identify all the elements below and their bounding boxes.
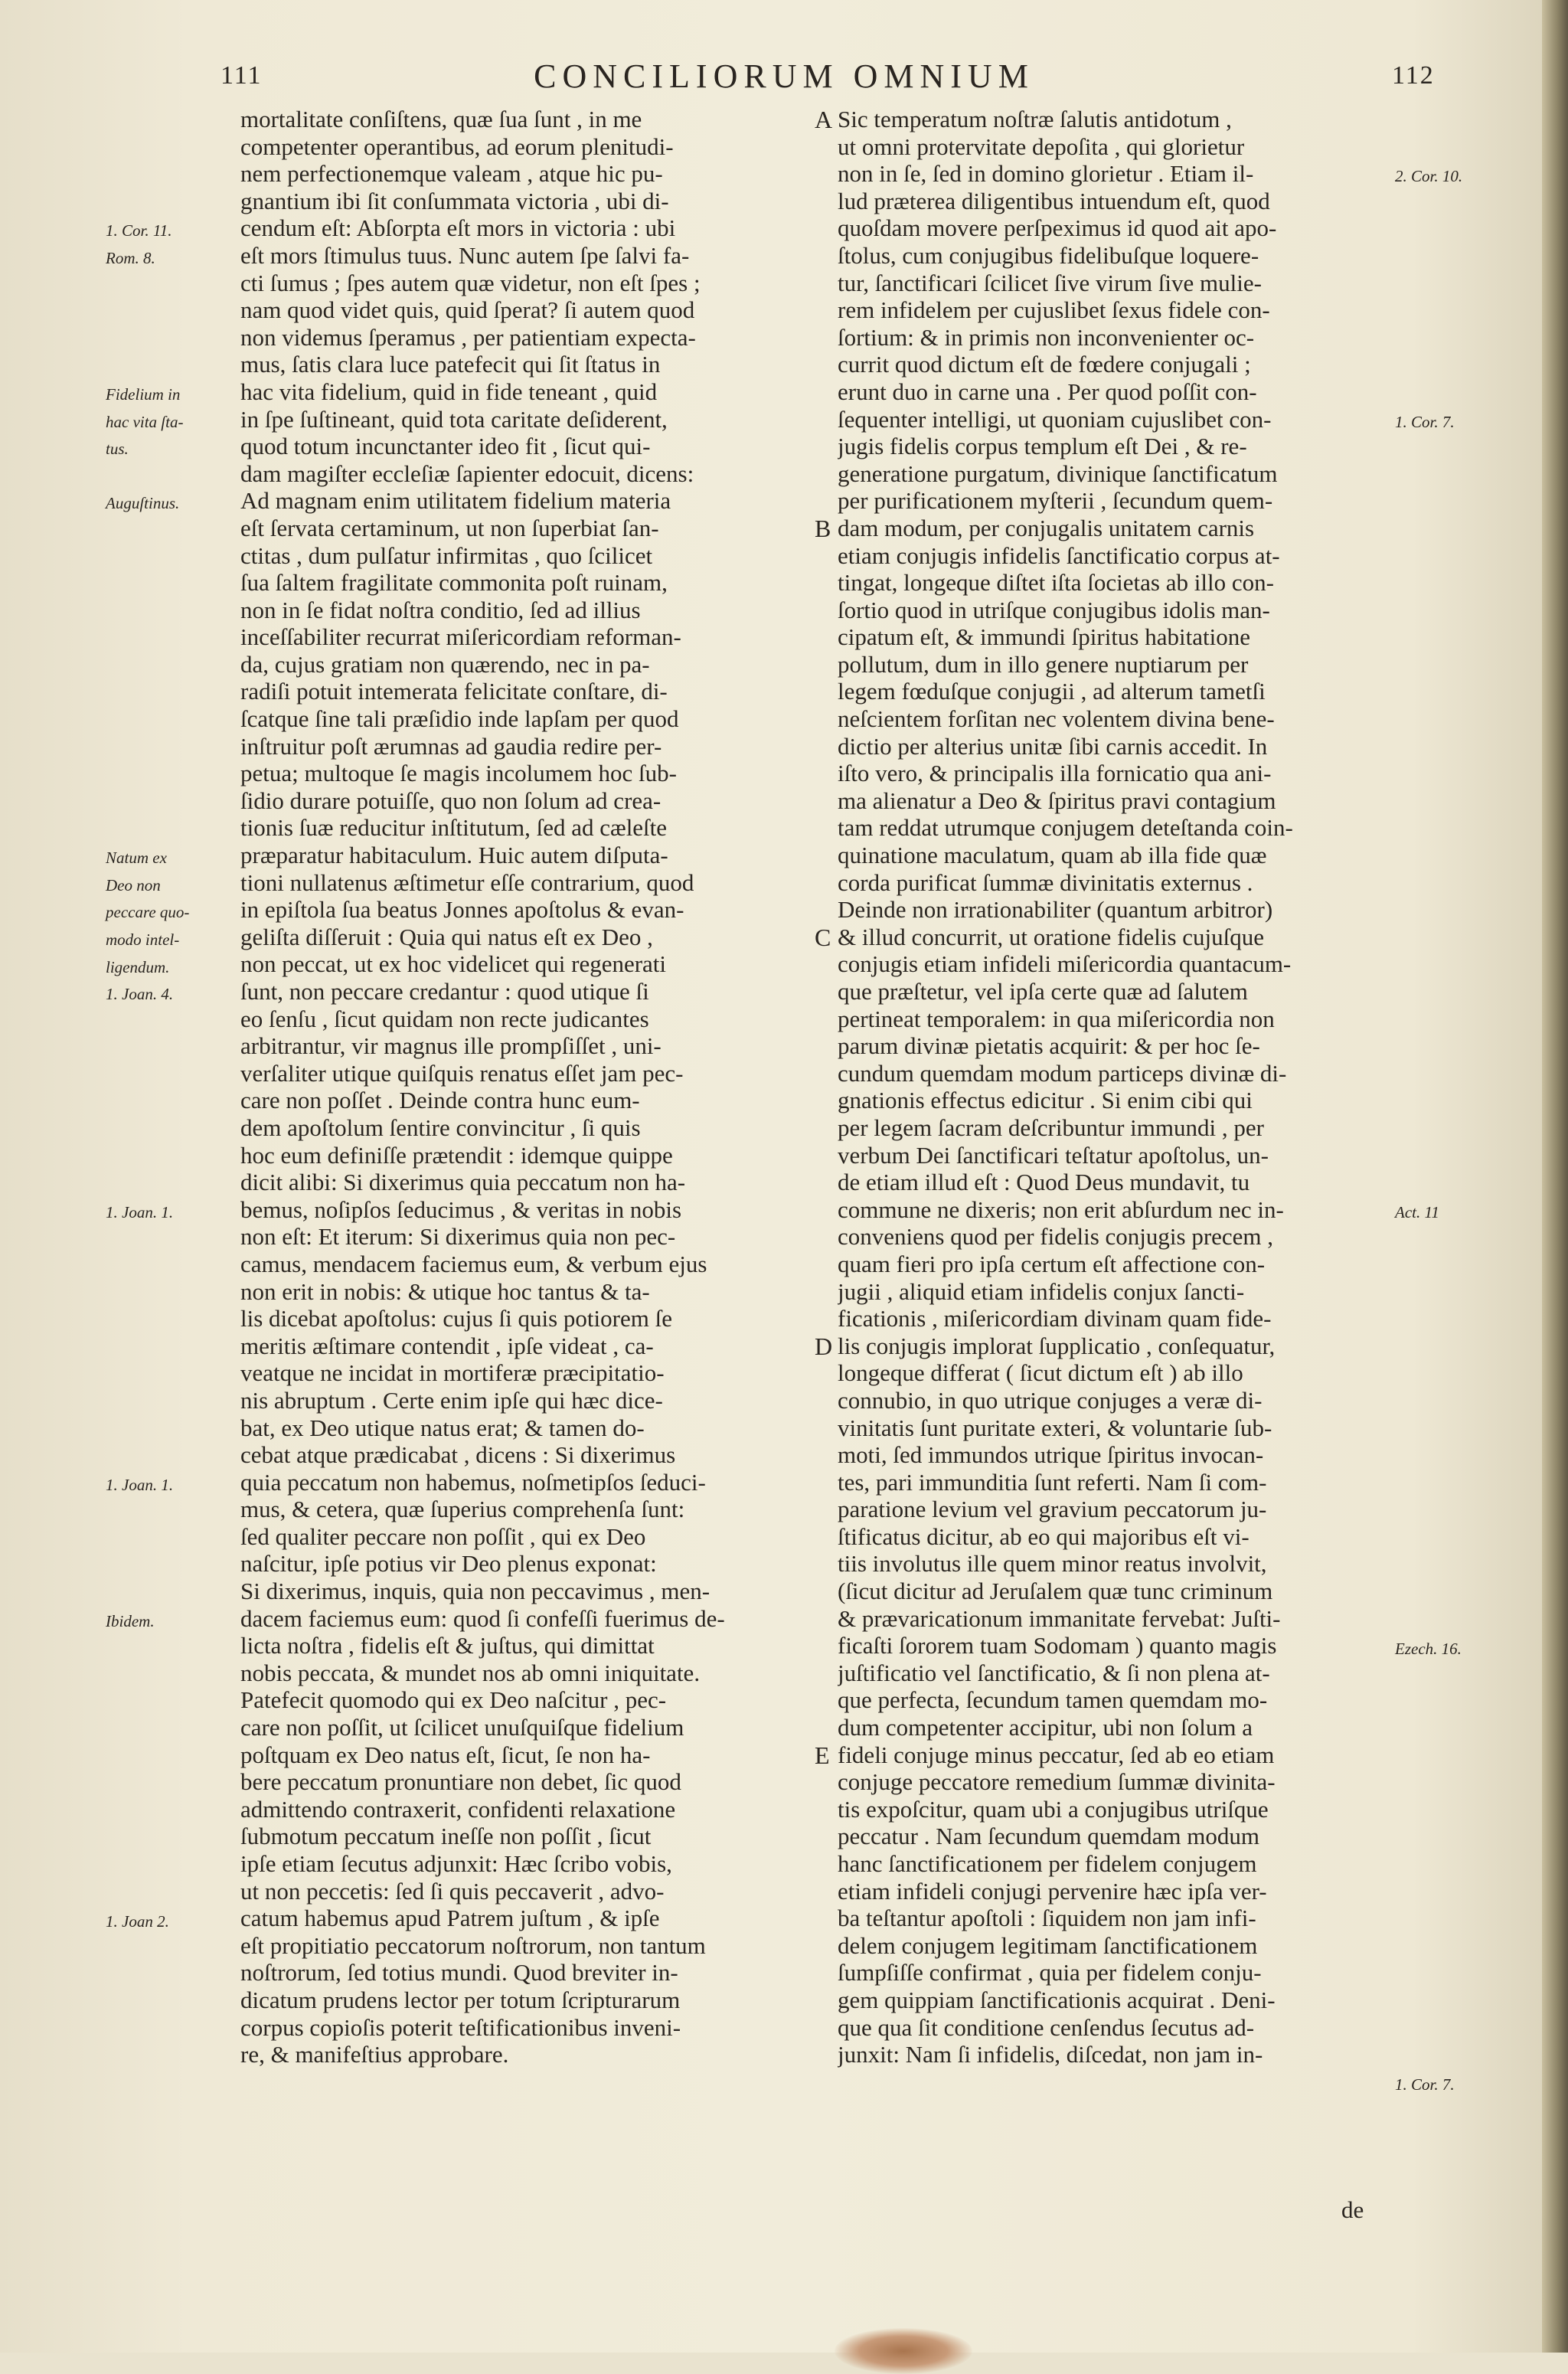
text-line: rem infidelem per cujuslibet ſexus fidele con- [838,296,1270,324]
text-line: veatque ne incidat in mortiferæ præcipitatio- [240,1359,665,1387]
text-line: etiam infideli conjugi pervenire hæc ipſa ver- [838,1877,1267,1905]
text-line: lud præterea diligentibus intuendum eſt, quod [838,187,1270,214]
margin-note: Fidelium in [106,385,181,404]
text-line: lis dicebat apoſtolus: cujus ſi quis potiorem ſe [240,1305,672,1333]
text-line: moti, ſed immundos utrique ſpiritus invocan- [838,1441,1264,1469]
text-line: ſtificatus dicitur, ab eo qui majoribus eſt vi- [838,1522,1250,1550]
text-line: conjugis etiam infideli miſericordia quantacum- [838,950,1292,978]
text-line: eo ſenſu , ſicut quidam non recte judicantes [240,1005,649,1032]
text-line: nem perfectionemque valeam , atque hic pu- [240,160,663,188]
text-line: non videmus ſperamus , per patientiam expecta- [240,323,696,351]
margin-note: tus. [106,440,129,459]
text-line: cendum eſt: Abſorpta eſt mors in victoria : ubi [240,214,676,242]
text-line: corda purificat ſummæ divinitatis externus . [838,868,1253,896]
text-line: gem quippiam ſanctificationis acquirat . Deni- [838,1986,1276,2013]
text-line: ſcatque ſine tali præſidio inde lapſam per quod [240,705,679,733]
text-line: ba teſtantur apoſtoli : ſiquidem non jam infi- [838,1905,1256,1932]
section-letter: D [815,1333,833,1360]
text-line: non in ſe, ſed in domino glorietur . Etiam il- [838,160,1254,188]
text-line: tam reddat utrumque conjugem deteſtanda coin- [838,814,1293,842]
text-line: paratione levium vel gravium peccatorum ju- [838,1496,1267,1523]
text-line: & illud concurrit, ut oratione fidelis cujuſque [838,923,1265,950]
text-line: etiam conjugis infidelis ſanctificatio corpus at- [838,541,1280,569]
text-line: ſed qualiter peccare non poſſit , qui ex Deo [240,1522,646,1550]
text-line: in epiſtola ſua beatus Jonnes apoſtolus & evan- [240,896,684,924]
text-line: connubio, in quo utrique conjuges a veræ di- [838,1386,1263,1414]
right-text-column [838,106,1401,2068]
text-line: licta noſtra , fidelis eſt & juſtus, qui dimittat [240,1632,655,1660]
margin-note: Natum ex [106,849,167,868]
text-line: jugii , aliquid etiam infidelis conjux ſancti- [838,1277,1245,1305]
text-line: pollutum, dum in illo genere nuptiarum per [838,650,1249,678]
text-line: dam modum, per conjugalis unitatem carnis [838,514,1255,541]
text-line: bat, ex Deo utique natus erat; & tamen do- [240,1414,645,1441]
text-line: arbitrantur, vir magnus ille prompſiſſet , uni- [240,1032,662,1060]
text-line: tingat, longeque diſtet iſta ſocietas ab illo con- [838,569,1274,597]
text-line: ficationis , miſericordiam divinam quam fide- [838,1305,1272,1333]
margin-note: 1. Joan 2. [106,1911,169,1931]
text-line: ma alienatur a Deo & ſpiritus pravi contagium [838,786,1276,814]
text-line: ſunt, non peccare credantur : quod utique ſi [240,978,649,1005]
text-line: bere peccatum pronuntiare non debet, ſic quod [240,1768,681,1796]
text-line: re, & manifeſtius approbare. [240,2041,509,2068]
text-line: non peccat, ut ex hoc videlicet qui regenerati [240,950,667,978]
text-line: cundum quemdam modum particeps divinæ di- [838,1059,1287,1087]
text-line: delem conjugem legitimam ſanctificationem [838,1931,1258,1959]
text-line: ctitas , dum pulſatur infirmitas , quo ſcilicet [240,541,653,569]
text-line: camus, mendacem faciemus eum, & verbum ejus [240,1250,707,1277]
text-line: dem apoſtolum ſentire convincitur , ſi quis [240,1113,641,1141]
text-line: mus, ſatis clara luce patefecit qui ſit ſtatus in [240,351,661,378]
margin-note: ligendum. [106,957,170,976]
text-line: competenter operantibus, ad eorum plenitudi- [240,132,674,160]
text-line: parum divinæ pietatis acquirit: & per hoc ſe- [838,1032,1260,1060]
text-line: iſto vero, & principalis illa fornicatio qua ani- [838,760,1272,787]
text-line: ſidio durare potuiſſe, quo non ſolum ad crea- [240,786,662,814]
margin-note: Deo non [106,875,161,894]
text-line: tionis ſuæ reducitur inſtitutum, ſed ad cæleſte [240,814,668,842]
text-line: juſtificatio vel ſanctificatio, & ſi non plena at- [838,1659,1270,1686]
text-line: gnantium ibi ſit conſummata victoria , ubi di- [240,187,669,214]
text-line: currit quod dictum eſt de fœdere conjugali ; [838,351,1251,378]
text-line: geliſta diſſeruit : Quia qui natus eſt ex Deo , [240,923,653,950]
text-line: corpus copioſis poterit teſtificationibus inveni- [240,2013,681,2041]
text-line: ficaſti ſororem tuam Sodomam ) quanto magis [838,1632,1277,1660]
text-line: quod totum incunctanter ideo fit , ſicut qui- [240,433,651,460]
text-line: quoſdam movere perſpeximus id quod ait apo- [838,214,1277,242]
text-line: peccatur . Nam ſecundum quemdam modum [838,1823,1259,1850]
margin-note: 1. Cor. 11. [106,221,172,240]
text-line: non eſt: Et iterum: Si dixerimus quia non pec- [240,1223,676,1251]
text-line: de etiam illud eſt : Quod Deus mundavit, tu [838,1169,1250,1196]
text-line: care non poſſet . Deinde contra hunc eum- [240,1087,640,1114]
text-line: dam magiſter eccleſiæ ſapienter edocuit, dicens: [240,459,694,487]
text-line: ſortium: & in primis non inconvenienter oc- [838,323,1255,351]
text-line: cipatum eſt, & immundi ſpiritus habitatione [838,623,1250,651]
text-line: conjuge peccatore remedium ſummæ divinita- [838,1768,1276,1796]
text-line: erunt duo in carne una . Per quod poſſit con- [838,378,1257,405]
margin-note: peccare quo- [106,903,190,922]
text-line: ſubmotum peccatum ineſſe non poſſit , ſicut [240,1823,652,1850]
text-line: Deinde non irrationabiliter (quantum arbitror) [838,896,1273,924]
margin-note: 2. Cor. 10. [1395,167,1463,186]
text-line: neſcientem forſitan nec volentem divina bene- [838,705,1275,733]
text-line: mus, & cetera, quæ ſuperius comprehenſa ſunt: [240,1496,685,1523]
text-line: quinatione maculatum, quam ab illa fide quæ [838,842,1267,869]
text-line: legem fœduſque conjugii , ad alterum tametſi [838,678,1266,705]
section-letter: A [815,106,833,133]
catchword: de [1341,2196,1364,2223]
text-line: eſt propitiatio peccatorum noſtrorum, non tantum [240,1931,706,1959]
text-line: tur, ſanctificari ſcilicet ſive virum ſive mulie- [838,269,1262,296]
text-line: tiis involutus ille quem minor reatus involvit, [838,1550,1267,1578]
text-line: nam quod videt quis, quid ſperat? ſi autem quod [240,296,695,324]
margin-note: Auguſtinus. [106,494,180,513]
text-line: que perfecta, ſecundum tamen quemdam mo- [838,1686,1268,1714]
text-line: ipſe etiam ſecutus adjunxit: Hæc ſcribo vobis, [240,1850,672,1877]
text-line: hanc ſanctificationem per fidelem conjugem [838,1850,1257,1877]
margin-note: Ezech. 16. [1395,1639,1462,1658]
text-line: verbum Dei ſanctificari teſtatur apoſtolus, un- [838,1141,1269,1169]
margin-note: modo intel- [106,930,180,949]
text-line: tioni nullatenus æſtimetur eſſe contrarium, quod [240,868,694,896]
text-line: inceſſabiliter recurrat miſericordiam reforman- [240,623,681,651]
text-line: da, cujus gratiam non quærendo, nec in pa- [240,650,650,678]
text-line: hac vita fidelium, quid in fide teneant , quid [240,378,658,405]
text-line: non erit in nobis: & utique hoc tantus & ta- [240,1277,650,1305]
text-line: que qua ſit conditione cenſendus ſecutus ad- [838,2013,1255,2041]
text-line: poſtquam ex Deo natus eſt, ſicut, ſe non ha- [240,1741,651,1768]
text-line: per purificationem myſterii , ſecundum quem- [838,487,1273,515]
text-line: ut omni protervitate depoſita , qui glorietur [838,132,1245,160]
text-line: quam fieri pro ipſa certum eſt affectione con- [838,1250,1266,1277]
page-number-right: 112 [1392,61,1435,90]
text-line: dictio per alterius unitæ ſibi carnis accedit. In [838,732,1268,760]
margin-note: Rom. 8. [106,249,155,267]
text-line: tis expoſcitur, quam ubi a conjugibus utriſque [838,1795,1269,1823]
text-line: ut non peccetis: ſed ſi quis peccaverit , advo- [240,1877,665,1905]
running-header [0,57,1568,103]
margin-note: Ibidem. [106,1612,155,1630]
text-line: ſortio quod in utriſque conjugibus idolis man- [838,596,1270,623]
running-title: CONCILIORUM OMNIUM [534,57,1034,95]
text-line: Si dixerimus, inquis, quia non peccavimus , men- [240,1578,710,1605]
text-line: dum competenter accipitur, ubi non ſolum a [838,1714,1253,1741]
text-line: inſtruitur poſt ærumnas ad gaudia redire per- [240,732,662,760]
text-line: gnationis effectus edicitur . Si enim cibi qui [838,1087,1253,1114]
thumb-mark [835,2328,972,2374]
text-line: cebat atque prædicabat , dicens : Si dixerimus [240,1441,676,1469]
text-line: nobis peccata, & mundet nos ab omni iniquitate. [240,1659,701,1686]
margin-note: 1. Joan. 1. [106,1203,174,1221]
text-line: non in ſe fidat noſtra conditio, ſed ad illius [240,596,641,623]
text-line: admittendo contraxerit, confidenti relaxatione [240,1795,676,1823]
text-line: ſumpſiſſe confirmat , quia per fidelem conju- [838,1959,1262,1987]
text-line: lis conjugis implorat ſupplicatio , conſequatur, [838,1332,1276,1359]
text-line: junxit: Nam ſi infidelis, diſcedat, non jam in- [838,2041,1263,2068]
text-line: tes, pari immunditia ſunt referti. Nam ſi com- [838,1468,1267,1496]
text-line: ſua ſaltem fragilitate commonita poſt ruinam, [240,569,668,597]
left-text-column [240,106,812,2068]
margin-note: 1. Cor. 7. [1395,2075,1455,2094]
margin-note: 1. Joan. 4. [106,985,174,1004]
margin-note: Act. 11 [1395,1203,1439,1221]
margin-note: 1. Cor. 7. [1395,412,1455,431]
text-line: naſcitur, ipſe potius vir Deo plenus exponat: [240,1550,657,1578]
text-line: nis abruptum . Certe enim ipſe qui hæc dice- [240,1386,663,1414]
text-line: petua; multoque ſe magis incolumem hoc ſub- [240,760,677,787]
page-number-left: 111 [220,61,263,90]
text-line: Sic temperatum noſtræ ſalutis antidotum , [838,106,1232,132]
section-letter: E [815,1741,830,1769]
text-line: radiſi potuit intemerata felicitate conſtare, di- [240,678,668,705]
text-line: que præſtetur, vel ipſa certe quæ ad ſalutem [838,978,1248,1005]
text-line: præparatur habitaculum. Huic autem diſputa- [240,842,668,869]
text-line: mortalitate conſiſtens, quæ ſua ſunt , in me [240,106,642,132]
text-line: Patefecit quomodo qui ex Deo naſcitur , pec- [240,1686,667,1714]
text-line: cti ſumus ; ſpes autem quæ videtur, non eſt ſpes ; [240,269,701,296]
text-line: catum habemus apud Patrem juſtum , & ipſe [240,1905,660,1932]
margin-note: 1. Joan. 1. [106,1476,174,1494]
text-line: Ad magnam enim utilitatem fidelium materia [240,487,671,515]
text-line: dicit alibi: Si dixerimus quia peccatum non ha- [240,1169,686,1196]
text-line: jugis fidelis corpus templum eſt Dei , & re- [838,433,1247,460]
text-line: hoc eum definiſſe prætendit : idemque quippe [240,1141,673,1169]
section-letter: B [815,515,831,542]
text-line: commune ne dixeris; non erit abſurdum nec in- [838,1195,1284,1223]
text-line: generatione purgatum, divinique ſanctificatum [838,459,1278,487]
text-line: eſt ſervata certaminum, ut non ſuperbiat ſan- [240,514,659,541]
text-line: noſtrorum, ſed totius mundi. Quod breviter in- [240,1959,678,1987]
text-line: in ſpe ſuſtineant, quid tota caritate deſiderent, [240,405,668,433]
text-line: ſequenter intelligi, ut quoniam cujuslibet con- [838,405,1272,433]
section-letter: C [815,924,831,951]
text-line: pertineat temporalem: in qua miſericordia non [838,1005,1275,1032]
text-line: eſt mors ſtimulus tuus. Nunc autem ſpe ſalvi fa- [240,241,690,269]
text-line: quia peccatum non habemus, noſmetipſos ſeduci- [240,1468,706,1496]
text-line: ſtolus, cum conjugibus fidelibuſque loquere- [838,241,1259,269]
text-line: per legem ſacram deſcribuntur immundi , per [838,1113,1264,1141]
text-line: vinitatis ſunt puritate exteri, & voluntarie ſub- [838,1414,1272,1441]
text-line: & prævaricationum immanitate fervebat: Juſti- [838,1604,1281,1632]
text-line: longeque differat ( ſicut dictum eſt ) ab illo [838,1359,1243,1387]
text-line: dicatum prudens lector per totum ſcripturarum [240,1986,681,2013]
text-line: bemus, noſipſos ſeducimus , & veritas in nobis [240,1195,682,1223]
page-fold-shadow [1542,0,1568,2353]
text-line: (ſicut dicitur ad Jeruſalem quæ tunc criminum [838,1578,1273,1605]
text-line: dacem faciemus eum: quod ſi confeſſi fuerimus de- [240,1604,725,1632]
text-line: conveniens quod per fidelis conjugis precem , [838,1223,1274,1251]
text-line: care non poſſit, ut ſcilicet unuſquiſque fidelium [240,1714,684,1741]
text-line: verſaliter utique quiſquis renatus eſſet jam pec- [240,1059,684,1087]
text-line: fideli conjuge minus peccatur, ſed ab eo etiam [838,1741,1275,1768]
margin-note: hac vita ſta- [106,412,184,431]
text-line: meritis æſtimare contendit , ipſe videat , ca- [240,1332,654,1359]
